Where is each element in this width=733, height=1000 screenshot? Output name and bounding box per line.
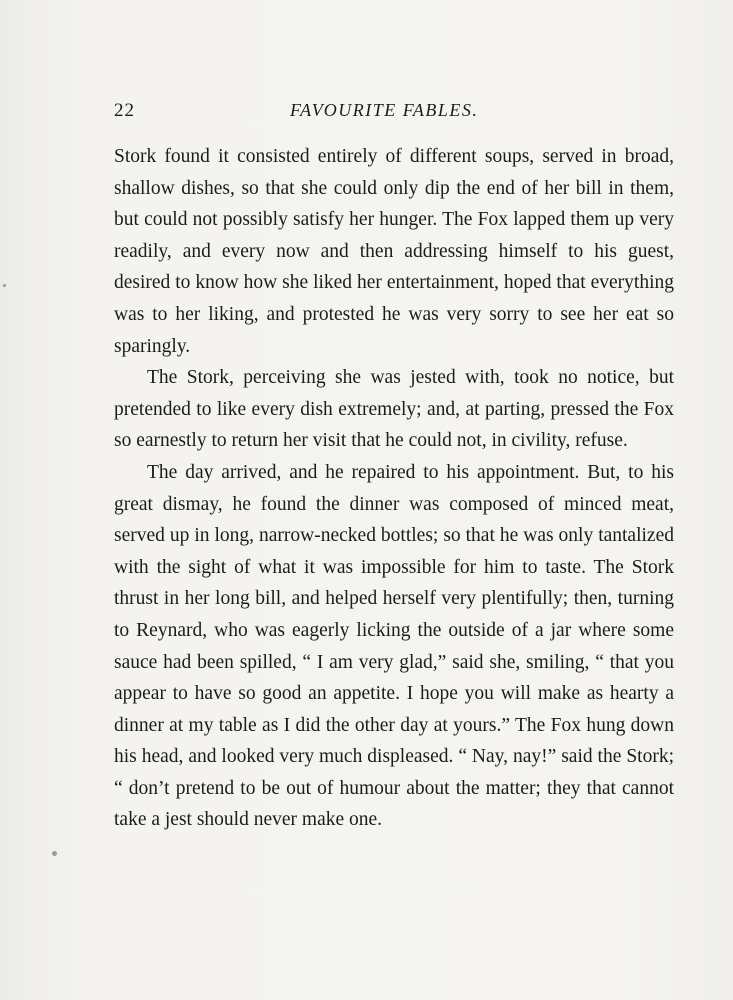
paper-speck	[52, 851, 57, 856]
page-number: 22	[114, 100, 135, 121]
paper-speck	[3, 284, 6, 287]
paragraph-2: The Stork, perceiving she was jested with, took no notice, but pretended to like every dish extremely; and, at parting, pressed the Fox so earnestly to return her visit that he could not, in civility, refuse.	[114, 367, 674, 452]
paragraph-3: The day arrived, and he repaired to his appointment. But, to his great dismay, he found the dinner was composed of minced meat, served up in long, narrow-necked bottles; so that he was only tantalized with the sight of what it was impossible for him to taste. The Stork thrust in her long bill, and helped herself very plentifully; then, turning to Reynard, who was eagerly licking the outside of a jar where some sauce had been spilled, “ I am very glad,” said she, smiling, “ that you appear to have so good an appetite. I hope you will make as hearty a dinner at my table as I did the other day at yours.” The Fox hung down his head, and looked very much displeased. “ Nay, nay!” said the Stork; “ don’t pretend to be out of humour about the matter; they that cannot take a jest should never make one.	[114, 461, 674, 831]
paragraph-1: Stork found it consisted entirely of different soups, served in broad, shallow dishes, so that she could only dip the end of her bill in them, but could not possibly satisfy her hunger. The Fox lapped them up very readily, and every now and then addressing himself to his guest, desired to know how she liked her entertainment, hoped that everything was to her liking, and protested he was very sorry to see her eat so sparingly.	[114, 146, 674, 357]
running-head	[114, 100, 674, 130]
running-title: FAVOURITE FABLES.	[290, 100, 479, 120]
body-text	[114, 141, 674, 836]
